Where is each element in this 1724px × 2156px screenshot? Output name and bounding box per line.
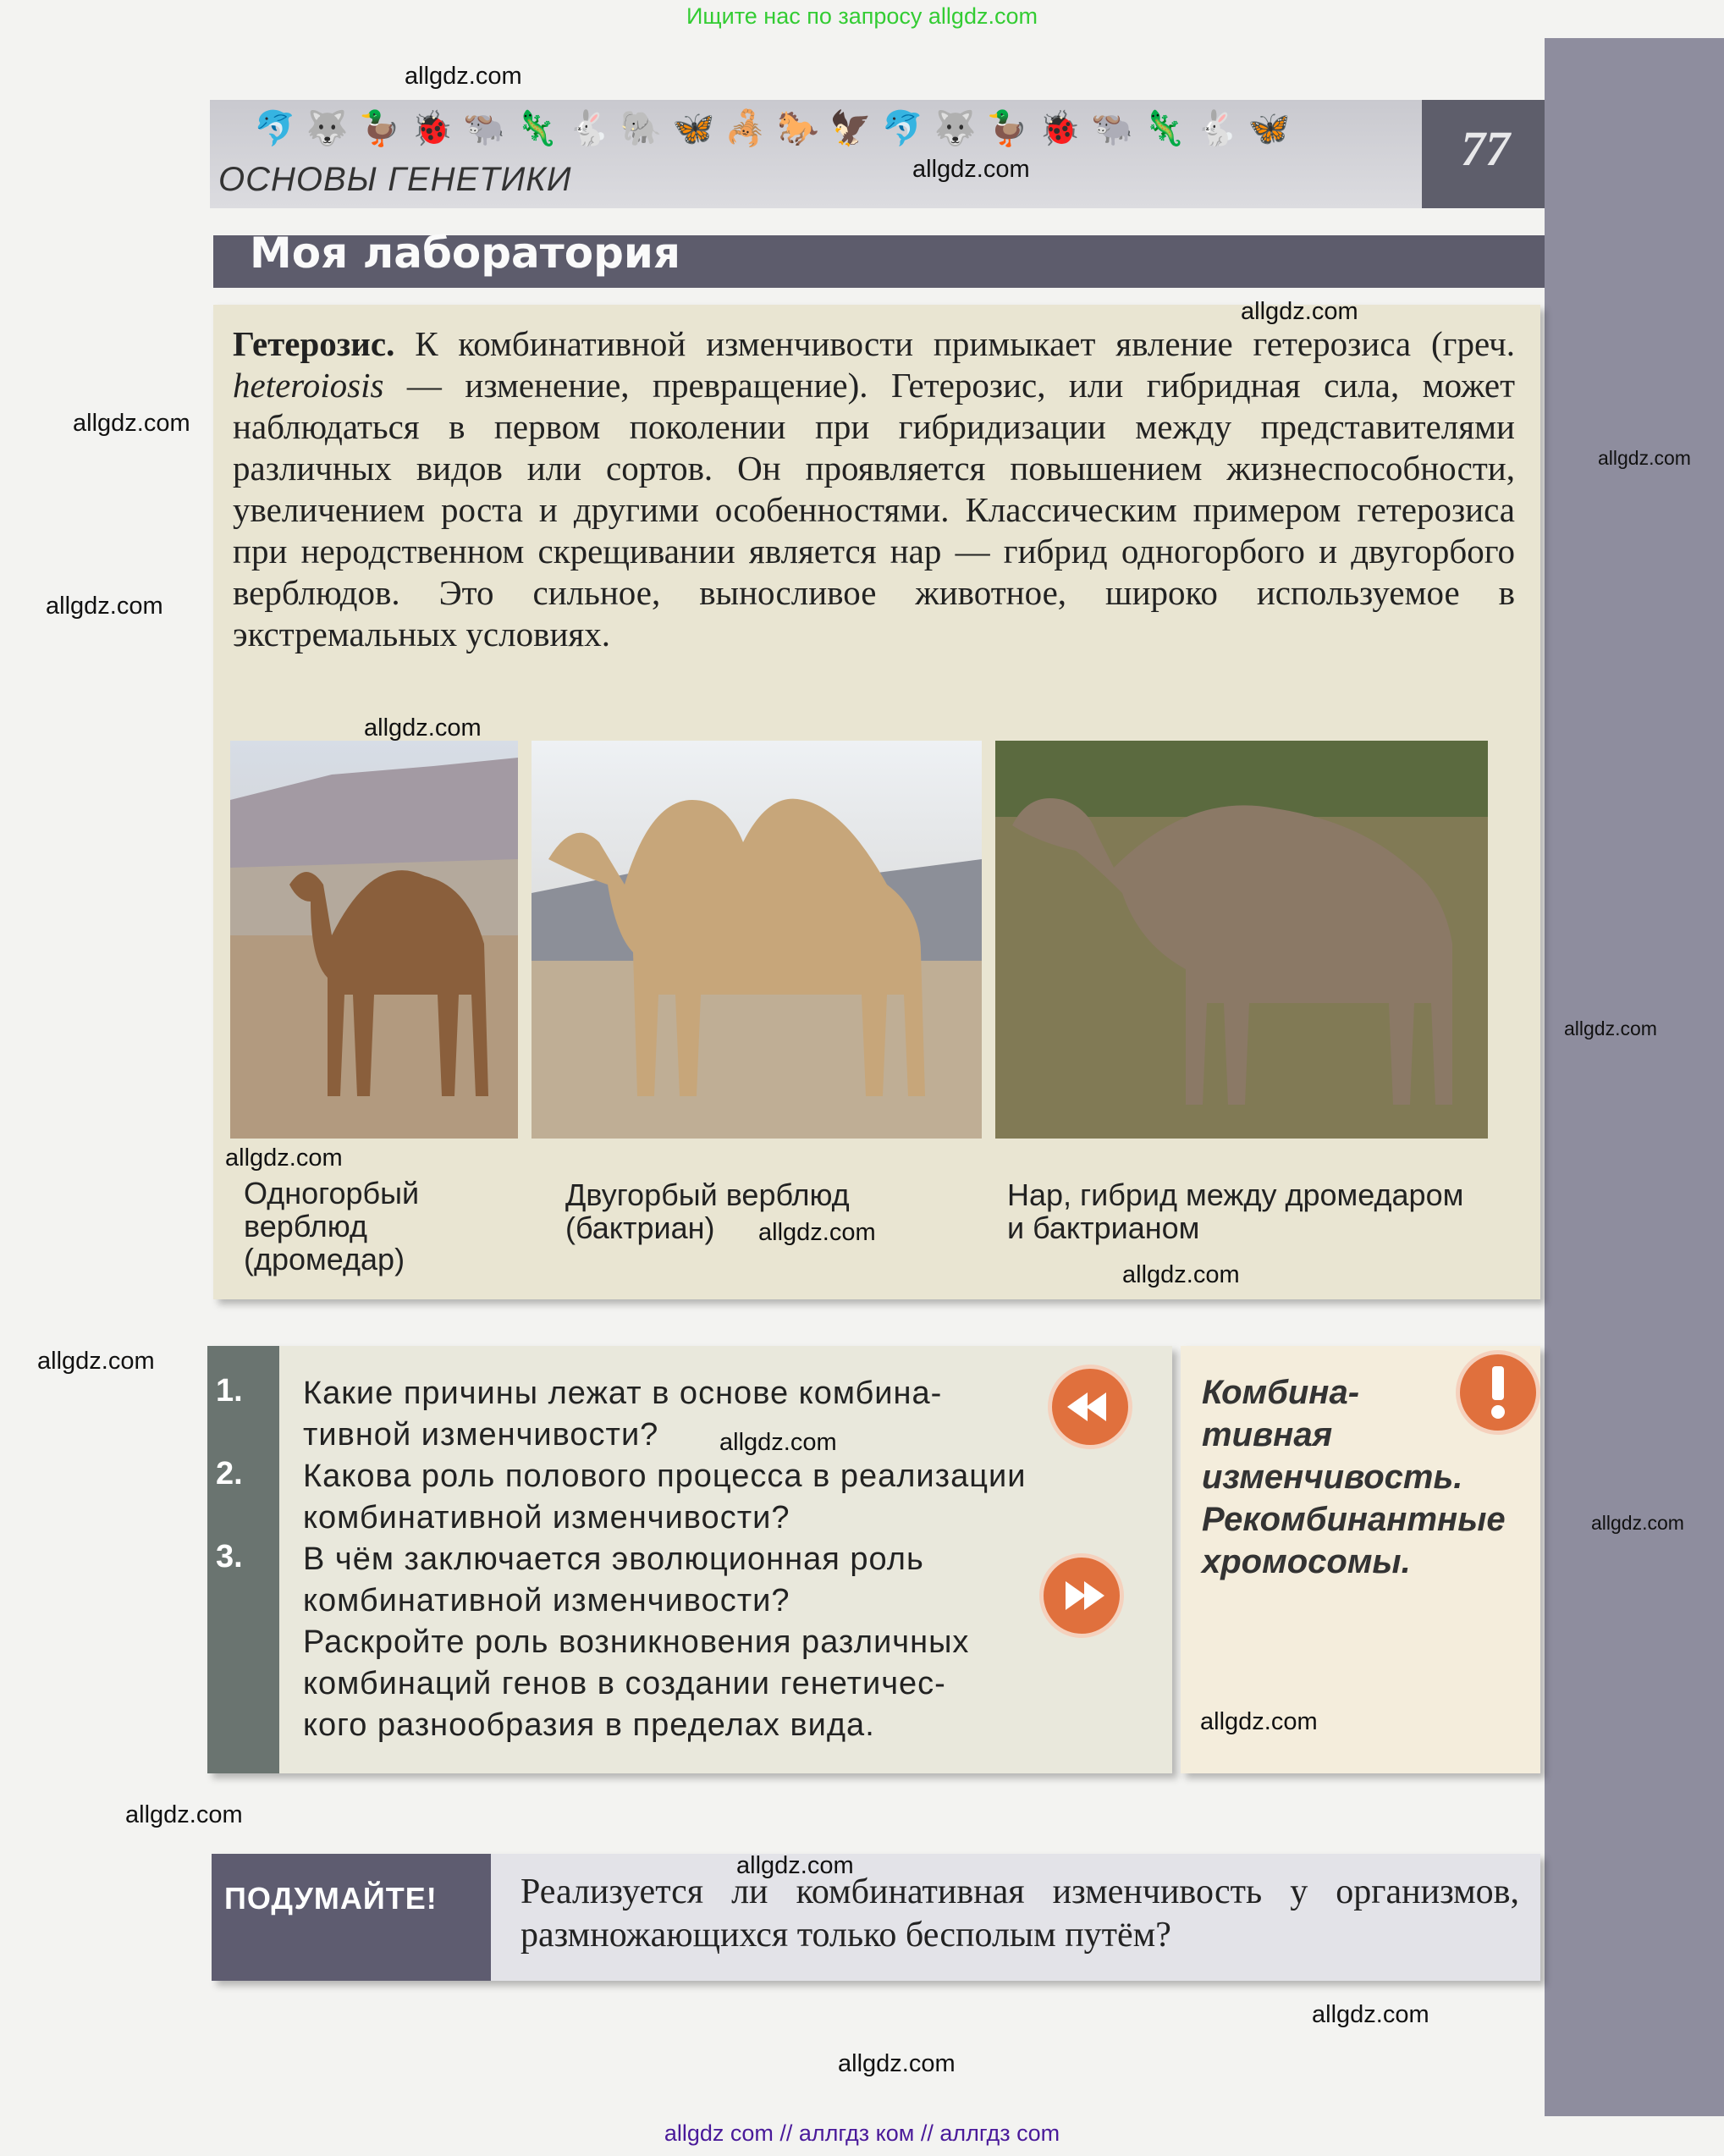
fast-forward-button[interactable]: [1039, 1553, 1124, 1638]
bactrian-photo: [532, 741, 982, 1139]
term-line: Рекомбинантные: [1202, 1501, 1506, 1538]
rewind-button[interactable]: [1048, 1365, 1132, 1449]
watermark: allgdz.com: [719, 1429, 837, 1456]
question-3: [303, 1539, 1044, 1746]
caption-line: (дромедар): [244, 1242, 405, 1277]
watermark: allgdz.com: [37, 1348, 155, 1375]
nar-hybrid-photo: [995, 741, 1488, 1139]
bird-icon: 🦆: [358, 109, 401, 147]
lab-text-part2: — изменение, превращение). Гетерозис, или гибридная сила, может наблюдаться в первом поколении при гибридизации между представителями различных видов или сортов. Он проявляется повышением жизнеспособности, увеличением роста и другими особенностями. Классическим примером гетерозиса при неродственном скрещивании является нар — гибрид одногорбого и двугорбого верблюдов. Это сильное, выносливое животное, широко используемое в экстремальных условиях.: [233, 366, 1515, 653]
dolphin-icon: 🐬: [254, 109, 296, 147]
question-line: кого разнообразия в пределах вида.: [303, 1707, 875, 1743]
bottom-note: allgdz com // аллгдз ком // аллгдз com: [664, 2120, 1060, 2146]
think-question: Реализуется ли комбинативная изменчивость у организмов, размножающихся только бесполым путём?: [521, 1872, 1519, 1955]
question-line: Какие причины лежат в основе комбина-: [303, 1376, 943, 1411]
caption-line: верблюд: [244, 1209, 367, 1243]
watermark: allgdz.com: [1564, 1017, 1657, 1039]
animal-silhouette-row: [254, 105, 1405, 152]
page-side-strip: [1545, 38, 1724, 2116]
hare-icon: 🐇: [1195, 109, 1238, 147]
lab-term: Гетерозис.: [233, 324, 395, 363]
watermark: allgdz.com: [73, 410, 190, 437]
question-line: комбинативной изменчивости?: [303, 1500, 790, 1536]
watermark: allgdz.com: [1200, 1708, 1318, 1735]
question-number: 3.: [216, 1539, 243, 1574]
caption-line: Одногорбый: [244, 1176, 420, 1210]
term-line: хромосомы.: [1202, 1543, 1411, 1580]
question-line: В чём заключается эволюционная роль: [303, 1541, 924, 1577]
greek-word: heteroiosis: [233, 366, 384, 405]
watermark: allgdz.com: [46, 593, 163, 620]
lab-text-part1: К комбинативной изменчивости примыкает явление гетерозиса (греч.: [394, 324, 1515, 363]
hare-icon: 🐇: [567, 109, 610, 147]
caption-line: и бактрианом: [1007, 1210, 1200, 1245]
key-terms: [1202, 1371, 1532, 1583]
dromedary-caption: [244, 1177, 419, 1276]
question-2: [303, 1456, 1132, 1539]
bird-icon: 🦆: [986, 109, 1029, 147]
caption-line: Двугорбый верблюд: [565, 1177, 850, 1212]
question-1: [303, 1373, 1044, 1456]
watermark: allgdz.com: [225, 1144, 343, 1172]
watermark: allgdz.com: [125, 1801, 243, 1828]
watermark: allgdz.com: [758, 1219, 876, 1246]
eagle-icon: 🦅: [829, 109, 872, 147]
watermark: allgdz.com: [364, 714, 482, 742]
watermark: allgdz.com: [1591, 1512, 1684, 1534]
term-line: Комбина-: [1202, 1374, 1360, 1411]
question-line: Какова роль полового процесса в реализации: [303, 1458, 1027, 1494]
scorpion-icon: 🦂: [724, 109, 768, 147]
lizard-icon: 🦎: [1143, 109, 1186, 147]
caption-line: (бактриан): [565, 1210, 715, 1245]
think-label: ПОДУМАЙТЕ!: [224, 1881, 438, 1916]
page-number: 77: [1461, 121, 1510, 176]
dromedary-photo: [230, 741, 518, 1139]
watermark: allgdz.com: [912, 156, 1030, 183]
fast-forward-icon: [1044, 1558, 1120, 1634]
wolf-icon: 🐺: [306, 109, 349, 147]
wolf-icon: 🐺: [934, 109, 977, 147]
lab-title: Моя лаборатория: [250, 229, 681, 278]
think-label-bg: [212, 1854, 491, 1981]
beetle-icon: 🐞: [410, 109, 454, 147]
dolphin-icon: 🐬: [881, 109, 924, 147]
top-search-note: Ищите нас по запросу allgdz.com: [686, 3, 1038, 29]
nar-caption: [1007, 1178, 1463, 1244]
watermark: allgdz.com: [1312, 2001, 1429, 2028]
question-line: Раскройте роль возникновения различных: [303, 1624, 970, 1660]
horse-icon: 🐎: [777, 109, 819, 147]
lab-paragraph: [233, 323, 1515, 655]
watermark: allgdz.com: [736, 1852, 854, 1879]
butterfly-icon: 🦋: [672, 109, 715, 147]
question-number: 1.: [216, 1373, 243, 1409]
term-line: тивная: [1202, 1416, 1333, 1453]
bison-icon: 🐃: [463, 109, 506, 147]
butterfly-icon: 🦋: [1248, 109, 1291, 147]
question-line: комбинаций генов в создании генетичес-: [303, 1666, 946, 1701]
lizard-icon: 🦎: [515, 109, 558, 147]
watermark: allgdz.com: [838, 2050, 956, 2077]
rewind-icon: [1052, 1369, 1128, 1445]
question-line: тивной изменчивости?: [303, 1417, 659, 1453]
question-number: 2.: [216, 1456, 243, 1492]
watermark: allgdz.com: [405, 63, 522, 90]
bison-icon: 🐃: [1091, 109, 1133, 147]
caption-line: Нар, гибрид между дромедаром: [1007, 1177, 1464, 1212]
beetle-icon: 🐞: [1038, 109, 1081, 147]
question-line: комбинативной изменчивости?: [303, 1583, 790, 1618]
watermark: allgdz.com: [1122, 1261, 1240, 1288]
elephant-icon: 🐘: [620, 109, 663, 147]
watermark: allgdz.com: [1598, 447, 1691, 469]
section-title: ОСНОВЫ ГЕНЕТИКИ: [218, 161, 572, 198]
term-line: изменчивость.: [1202, 1458, 1463, 1496]
watermark: allgdz.com: [1241, 298, 1358, 325]
